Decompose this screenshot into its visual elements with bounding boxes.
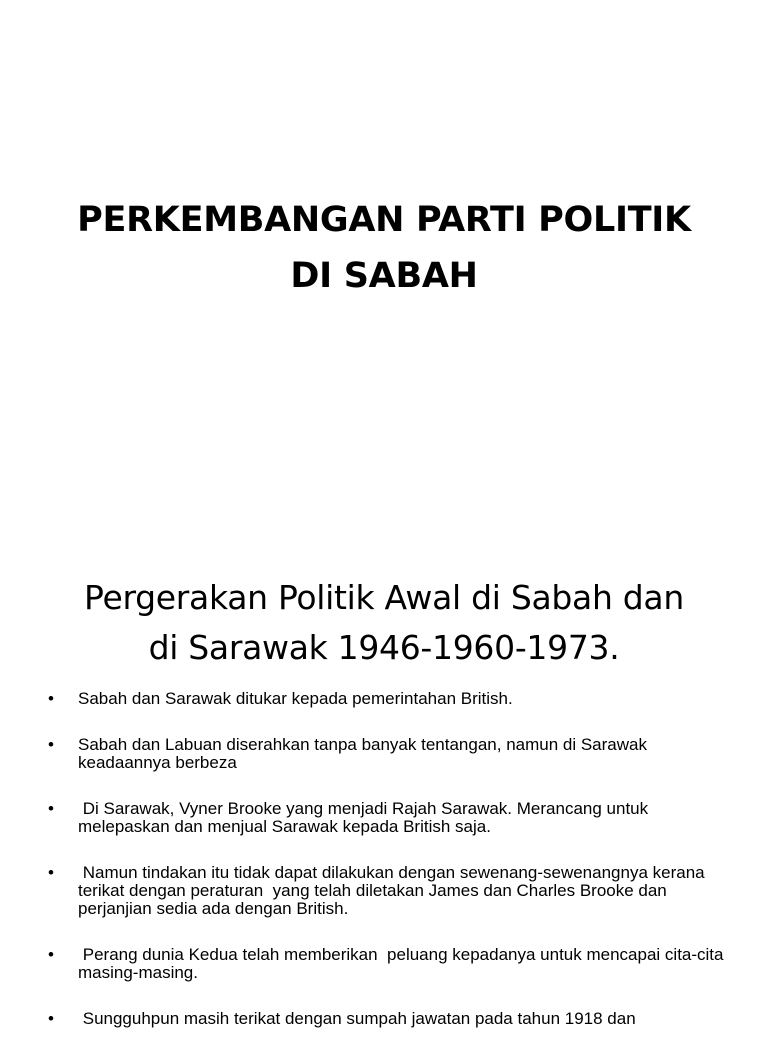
bullet-item — [0, 864, 768, 918]
bullet-icon: • — [48, 689, 54, 708]
bullet-text: Di Sarawak, Vyner Brooke yang menjadi Rajah Sarawak. Merancang untuk melepaskan dan menjual Sarawak kepada British saja. — [78, 799, 653, 836]
bullet-item — [0, 800, 768, 836]
bullet-icon: • — [48, 799, 54, 818]
bullet-item — [0, 736, 768, 772]
bullet-text: Namun tindakan itu tidak dapat dilakukan dengan sewenang-sewenangnya kerana terikat dengan peraturan yang telah diletakan James dan Charles Brooke dan perjanjian sedia ada dengan British. — [78, 863, 715, 918]
bullet-icon: • — [48, 1009, 54, 1028]
slide-title-line-1: PERKEMBANGAN PARTI POLITIK — [77, 200, 691, 240]
bullet-text: Sabah dan Labuan diserahkan tanpa banyak tentangan, namun di Sarawak keadaannya berbeza — [78, 735, 652, 772]
bullet-item — [0, 946, 768, 982]
bullet-icon: • — [48, 945, 54, 964]
bullet-text: Perang dunia Kedua telah memberikan peluang kepadanya untuk mencapai cita-cita masing-masing. — [78, 945, 729, 982]
bullet-item — [0, 690, 768, 708]
bullet-list — [0, 690, 768, 1056]
bullet-icon: • — [48, 863, 54, 882]
bullet-text: Sungguhpun masih terikat dengan sumpah jawatan pada tahun 1918 dan — [78, 1009, 636, 1028]
bullet-text: Sabah dan Sarawak ditukar kepada pemerintahan British. — [78, 689, 513, 708]
slide-title — [0, 192, 768, 304]
section-heading-line-2: di Sarawak 1946-1960-1973. — [148, 628, 620, 667]
bullet-icon: • — [48, 735, 54, 754]
section-heading — [0, 573, 768, 673]
slide-title-line-2: DI SABAH — [290, 256, 478, 296]
section-heading-line-1: Pergerakan Politik Awal di Sabah dan — [84, 578, 684, 617]
bullet-item — [0, 1010, 768, 1028]
